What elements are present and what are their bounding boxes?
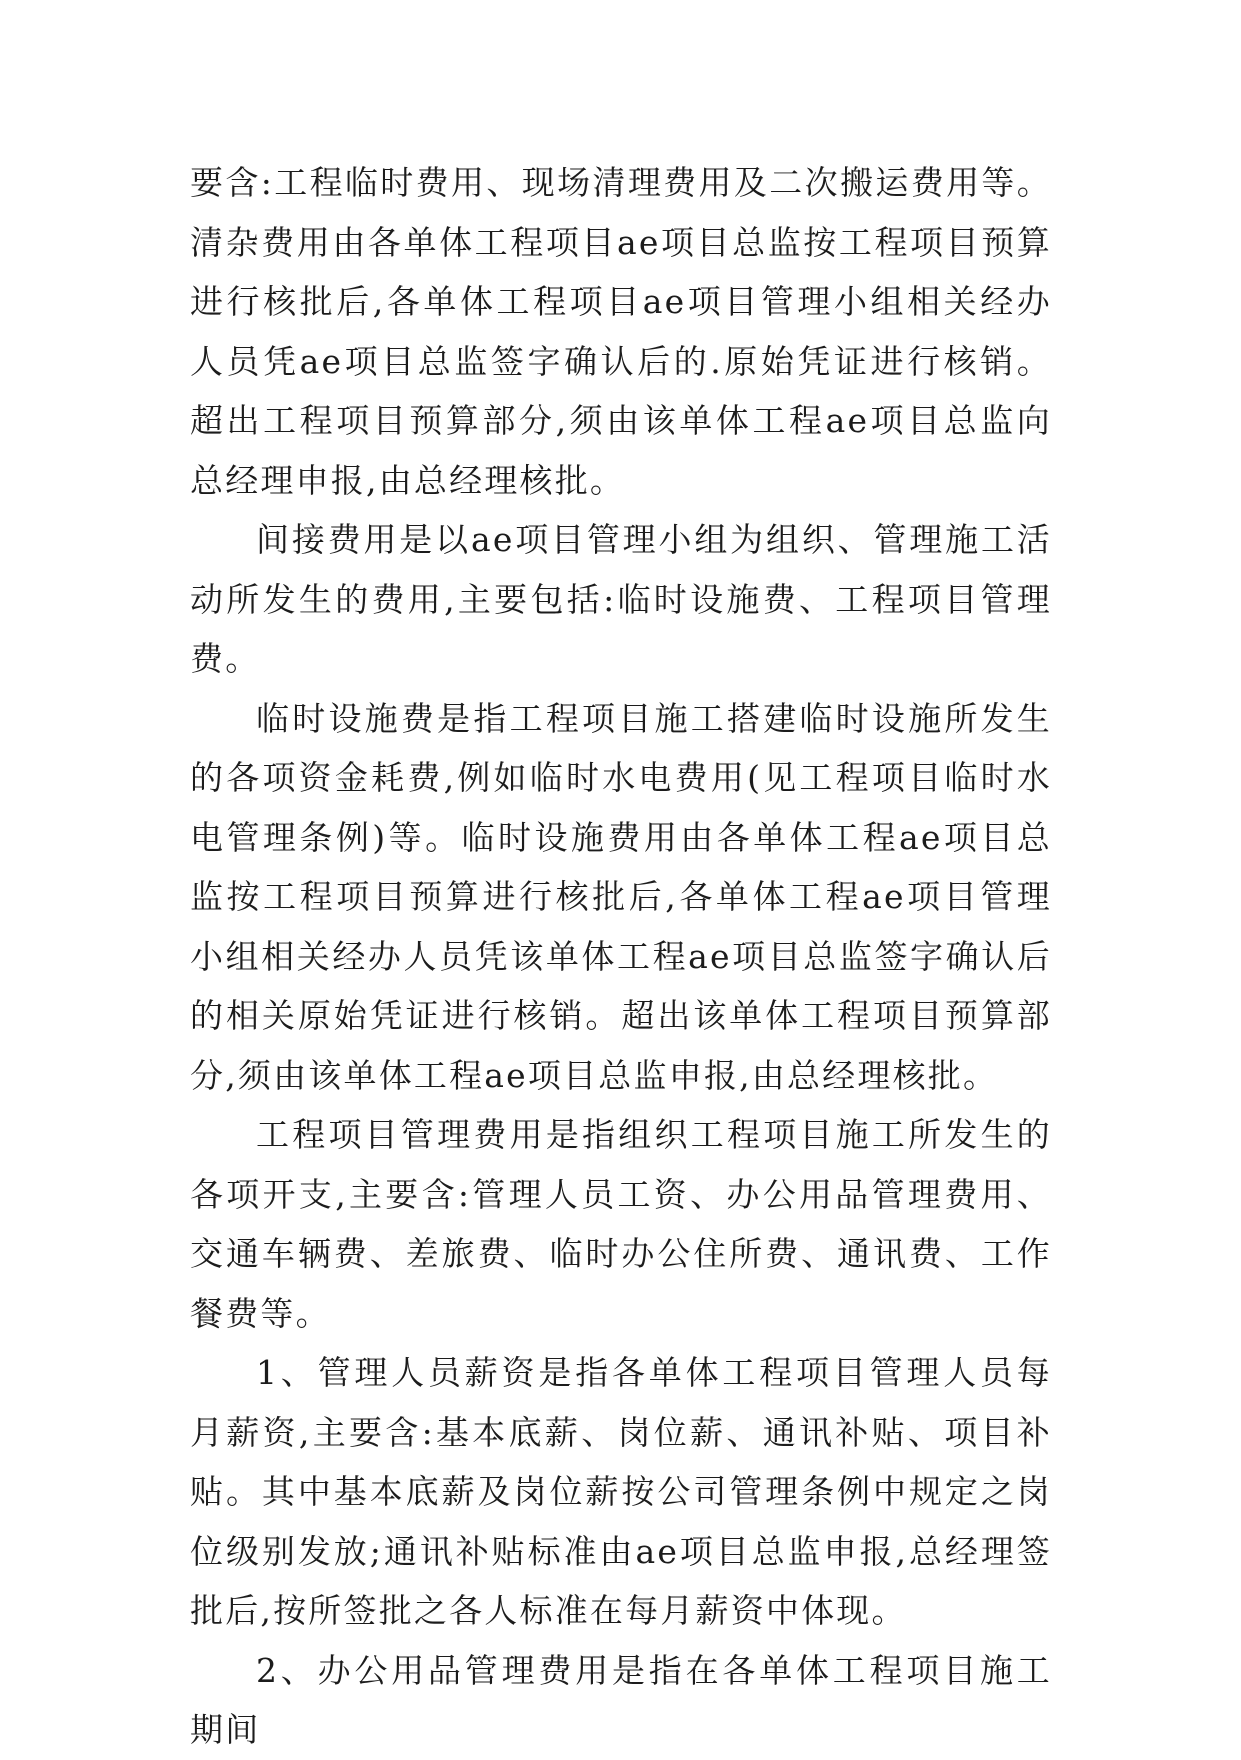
paragraph-6: 2、办公用品管理费用是指在各单体工程项目施工期间 [190, 1650, 1052, 1749]
paragraph-2: 间接费用是以ae项目管理小组为组织、管理施工活动所发生的费用,主要包括:临时设施费、工程项目管理费。 [190, 520, 1052, 678]
document-body [190, 153, 1052, 1760]
paragraph-4: 工程项目管理费用是指组织工程项目施工所发生的各项开支,主要含:管理人员工资、办公用品管理费用、交通车辆费、差旅费、临时办公住所费、通讯费、工作餐费等。 [190, 1115, 1052, 1333]
paragraph-1: 要含:工程临时费用、现场清理费用及二次搬运费用等。清杂费用由各单体工程项目ae项目总监按工程项目预算进行核批后,各单体工程项目ae项目管理小组相关经办人员凭ae项目总监签字确认后的.原始凭证进行核销。超出工程项目预算部分,须由该单体工程ae项目总监向总经理申报,由总经理核批。 [190, 163, 1052, 500]
paragraph-3: 临时设施费是指工程项目施工搭建临时设施所发生的各项资金耗费,例如临时水电费用(见工程项目临时水电管理条例)等。临时设施费用由各单体工程ae项目总监按工程项目预算进行核批后,各单体工程ae项目管理小组相关经办人员凭该单体工程ae项目总监签字确认后的相关原始凭证进行核销。超出该单体工程项目预算部分,须由该单体工程ae项目总监申报,由总经理核批。 [190, 698, 1052, 1095]
paragraph-5: 1、管理人员薪资是指各单体工程项目管理人员每月薪资,主要含:基本底薪、岗位薪、通讯补贴、项目补贴。其中基本底薪及岗位薪按公司管理条例中规定之岗位级别发放;通讯补贴标准由ae项目总监申报,总经理签批后,按所签批之各人标准在每月薪资中体现。 [190, 1353, 1052, 1630]
